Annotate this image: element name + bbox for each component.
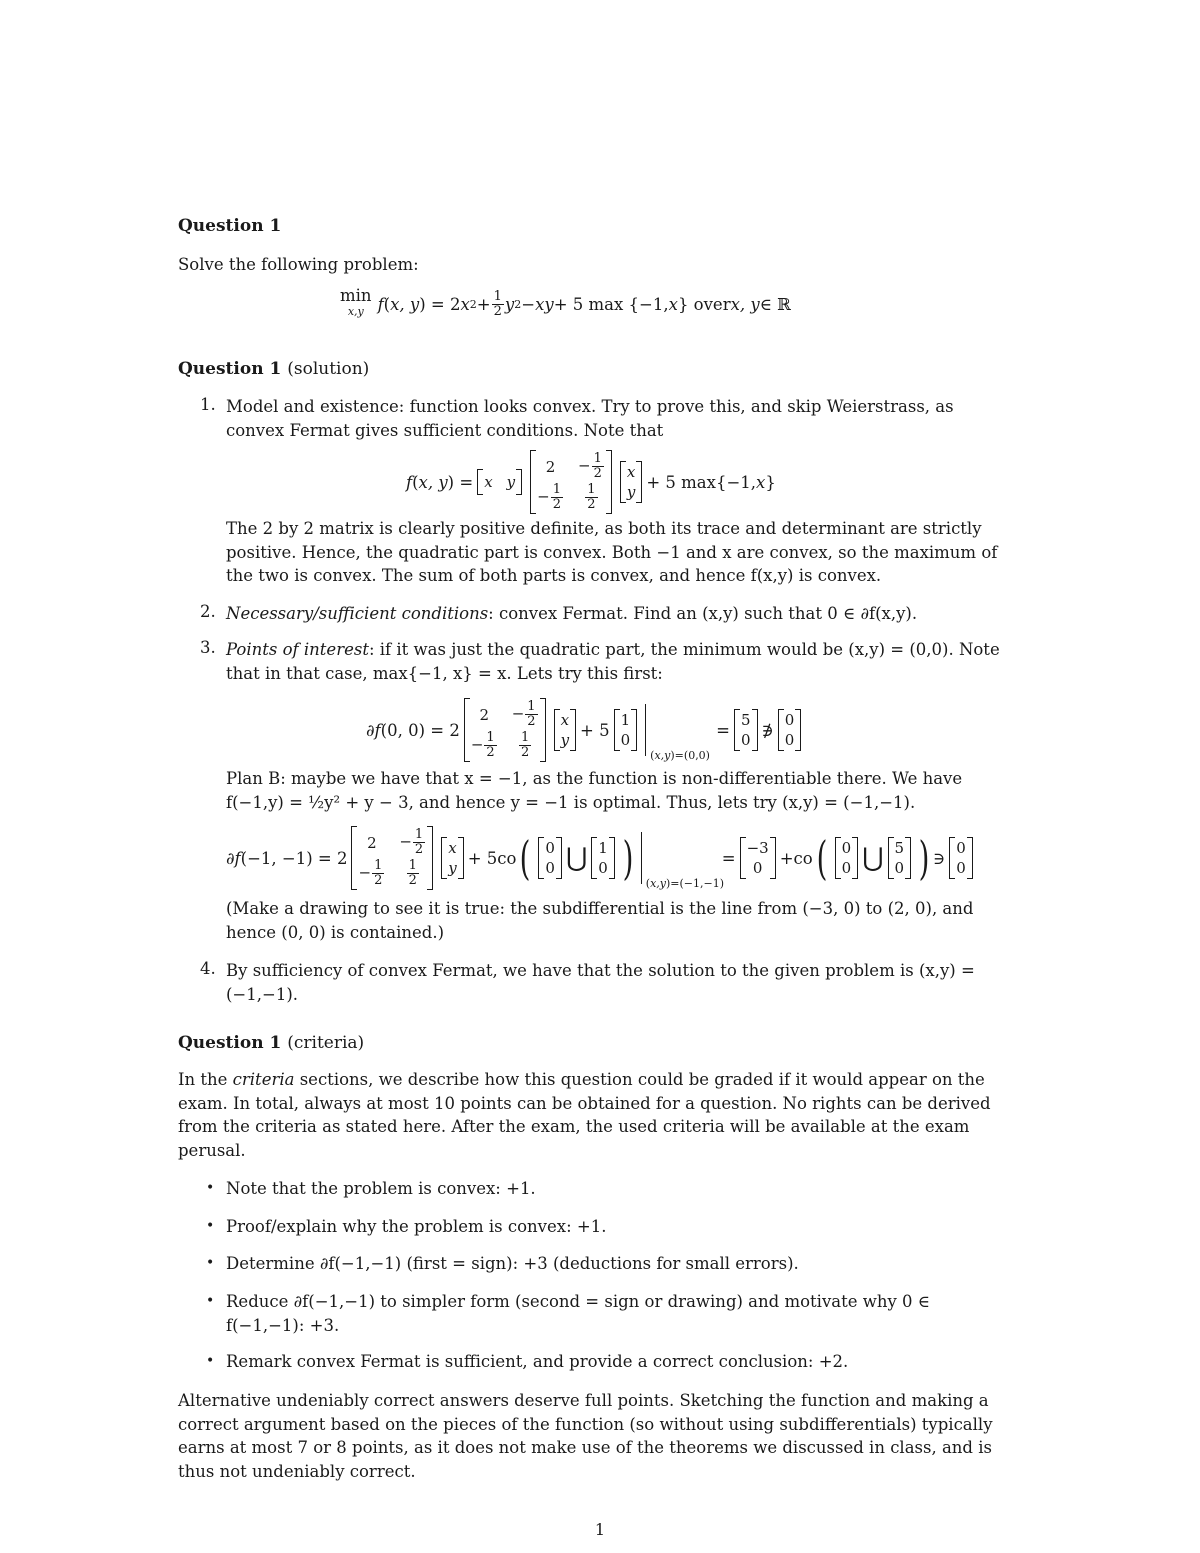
solution-item-1-text: The 2 by 2 matrix is clearly positive definite, as both its trace and determinant are strictly positive. Hence, the quadratic part is convex. Both −1 and x are convex, so the maximum of the two is convex. The sum of both parts is convex, and hence f(x,y) is convex. [226,519,998,585]
bullet: • [206,1293,215,1309]
list-number: 2. [200,602,216,621]
solution-item-3: Points of interest: if it was just the quadratic part, the minimum would be (x,y) = (0,0). Note that in that case, max{−1, x} = x. Lets try this first: [226,640,1000,683]
list-number: 1. [200,395,216,414]
drawing-note: (Make a drawing to see it is true: the subdifferential is the line from (−3, 0) to (2, 0), and hence (0, 0) is contained.) [226,899,974,942]
criteria-bullet: Note that the problem is convex: +1. [226,1179,536,1198]
criteria-closing: Alternative undeniably correct answers deserve full points. Sketching the function and making a correct argument based on the pieces of the function (so without using subdifferentials) typically earns at most 7 or 8 points, as it does not make use of the theorems we discussed in class, and is thus not undeniably correct. [178,1391,993,1481]
list-number: 4. [200,959,216,978]
criteria-bullet: Proof/explain why the problem is convex: +1. [226,1217,607,1236]
list-number: 3. [200,638,216,657]
criteria-intro: In the criteria sections, we describe how this question could be graded if it would appear on the exam. In total, always at most 10 points can be obtained for a question. No rights can be derived from the criteria as stated here. After the exam, the used criteria will be available at the exam perusal. [178,1070,991,1160]
objective-equation: min x,y f ( x, y ) = 2 x 2 + $\frac{1}{2}$ y 2 − xy + 5 max {−1, x } over x, y ∈ ℝ [340,286,791,319]
page-number: 1 [594,1520,606,1539]
bullet: • [206,1353,215,1369]
criteria-bullet: Determine ∂f(−1,−1) (first = sign): +3 (deductions for small errors). [226,1254,799,1273]
question-heading: Question 1 [178,216,282,236]
plan-b-text: Plan B: maybe we have that x = −1, as the function is non-differentiable there. We have f(−1,y) = ½y² + y − 3, and hence y = −1 is optimal. Thus, lets try (x,y) = (−1,−1). [226,769,963,812]
criteria-bullet: Remark convex Fermat is sufficient, and provide a correct conclusion: +2. [226,1352,849,1371]
subdifferential-equation-minus-one: ∂ f (−1, −1) = 2 2 − $\frac{1}{2}$ − $\frac{1}{2}$ $\frac{1}{2}$ x y + 5co ( 0 0 ⋃ 1 0 ) (x,y)=(−1,−1) = −3 0 +co ( 0 0 ⋃ 5 0 ) ∋ 0 0 [226,826,977,890]
bullet: • [206,1218,215,1234]
criteria-heading: Question 1 (criteria) [178,1033,365,1053]
question-intro: Solve the following problem: [178,255,419,274]
quadratic-form-equation: f ( x, y ) = x y 2 − $\frac{1}{2}$ − $\frac{1}{2}$ $\frac{1}{2}$ x y + 5 max{−1, x } [406,451,776,512]
solution-heading: Question 1 (solution) [178,359,370,379]
solution-item-4: By sufficiency of convex Fermat, we have that the solution to the given problem is (x,y) = (−1,−1). [226,961,975,1004]
bullet: • [206,1180,215,1196]
solution-item-1-lead: Model and existence: function looks convex. Try to prove this, and skip Weierstrass, as convex Fermat gives sufficient conditions. Note that [226,397,954,440]
solution-item-2: Necessary/sufficient conditions: convex Fermat. Find an (x,y) such that 0 ∈ ∂f(x,y). [226,604,918,623]
bullet: • [206,1255,215,1271]
subdifferential-equation-origin: ∂ f (0, 0) = 2 2 − $\frac{1}{2}$ − $\frac{1}{2}$ $\frac{1}{2}$ x y + 5 1 0 (x,y)=(0,0) = 5 0 ∌ 0 0 [366,698,805,762]
criteria-bullet: Reduce ∂f(−1,−1) to simpler form (second = sign or drawing) and motivate why 0 ∈ f(−1,−1): +3. [226,1292,931,1335]
